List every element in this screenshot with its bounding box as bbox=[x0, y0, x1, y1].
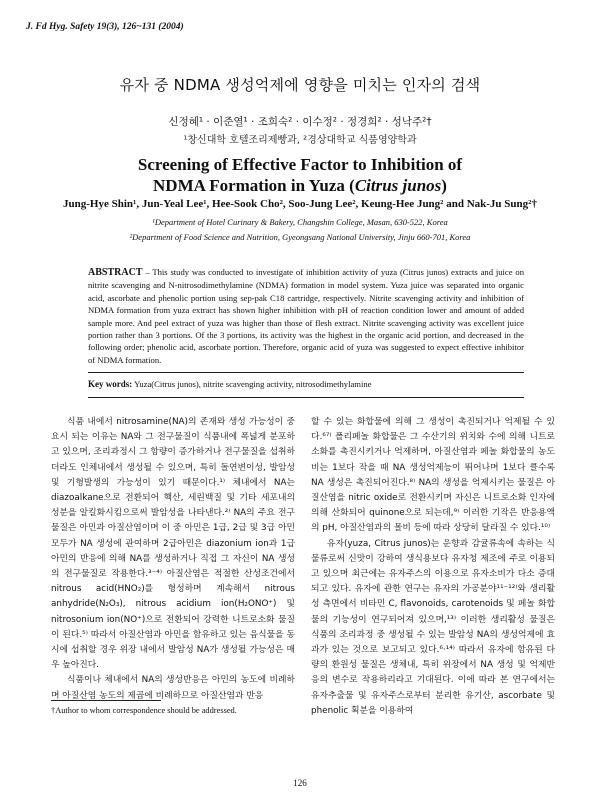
body-paragraph: 식품 내에서 nitrosamine(NA)의 존재와 생성 가능성이 중요시 되는 이유는 NA와 그 전구물질이 식품내에 폭넓게 분포하고 있으며, 조리과정시 그 함량이 증가하거나 전구물질을 섭취하더라도 인체내에서 생성될 수 있으며, 특히 돌연변이성, 발암성 및 기형발생의 가능성이 있기 때문이다.¹⁾ 체내에서 NA는 diazoalkane으로 전환되어 핵산, 세린백질 및 기타 세포내의 성분을 알킬화시킴으로써 발암성을 나타낸다.²⁾ NA의 주요 전구물질은 아민과 아질산염이며 이 중 아민은 1급, 2급 및 3급 아민 모두가 NA 생성에 관여하며 2급아민은 diazonium ion과 1급 아민의 반응에 의해 NA를 생성하거나 직접 그 자신이 NA 생성의 전구물질로 작용한다.³⁻⁴⁾ 아질산염은 적절한 산성조건에서 nitrous acid(HNO₂)를 형성하며 계속해서 nitrous anhydride(N₂O₃), nitrous acidium ion(H₂ONO⁺) 및 nitrosonium ion(NO⁺)으로 전환되어 강력한 니트로소화 물질이 된다.⁵⁾ 따라서 아질산염과 아민을 함유하고 있는 음식물을 동시에 섭취할 경우 위장 내에서 발암성 NA가 생성될 가능성은 매우 높아진다. bbox=[51, 417, 295, 671]
affiliation-2: ²Department of Food Science and Nutrition, Gyeongsang National University, Jinju 660-701, Korea bbox=[129, 232, 471, 242]
abstract-label: ABSTRACT bbox=[88, 267, 143, 278]
page-number: 126 bbox=[293, 778, 307, 788]
english-title-line2: NDMA Formation in Yuza (Citrus junos) bbox=[153, 176, 447, 195]
abstract bbox=[88, 266, 524, 366]
divider-bottom bbox=[88, 397, 524, 398]
body-right-column bbox=[311, 415, 555, 719]
english-title-line1: Screening of Effective Factor to Inhibition of bbox=[137, 155, 463, 174]
body-paragraph: 식품이나 체내에서 NA의 생성반응은 아민의 농도에 비례하며 아질산염 농도의 제곱에 비례하므로 아질산염과 반응 bbox=[51, 675, 295, 701]
body-left-column bbox=[51, 415, 295, 704]
body-paragraph: 유자(yuza, Citrus junos)는 운향과 감귤류속에 속하는 식물류로써 신맛이 강하여 생식용보다 유자청 제조에 주로 이용되고 있으며 최근에는 유자주스의 이용으로 유자소비가 다소 증대되고 있다. 유자에 관한 연구는 유자의 가공분야¹¹⁻¹²⁾와 생리활성 측면에서 비타민 C, flavonoids, carotenoids 및 페놀 화합물의 기능성이 연구되어져 있으며,¹³⁾ 이러한 생리활성 물질은 식품의 조리과정 중 생성될 수 있는 발암성 NA의 생성억제에 효과가 있는 것으로 보고되고 있다.⁶·¹⁴⁾ 따라서 유자에 함유된 다량의 환원성 물질은 생체내, 특히 위장에서 NA 생성 및 억제반응의 변수로 작용하리라고 기대된다. 이에 따라 본 연구에서는 유자추출물 및 유자주스로부터 분리한 유기산, ascorbate 및 phenolic 획분을 이용하여 bbox=[311, 538, 555, 716]
affiliation-1: ¹Department of Hotel Curinary & Bakery, Changshin College, Masan, 630-522, Korea bbox=[152, 217, 448, 227]
footnote: †Author to whom correspondence should be addressed. bbox=[51, 706, 237, 715]
english-title bbox=[0, 154, 600, 196]
footnote-rule bbox=[51, 700, 161, 701]
abstract-text: – This study was conducted to investigate of inhibition activity of yuza (Citrus junos) extracts and juice on nitrite scavenging and N-nitrosodimethylamine (NDMA) formation in model system. Yuza juice was separated into organic acid, ascorbate and phenolic portion using sep-pak C18 cartridge, respectively. Nitrite scavenging activity and inhibition of NDMA formation from yuza extract has shown higher inhibition with pH of reaction condition lower and amount of added sample more. And peel extract of yuza was higher than those of flesh extract. Nitrite scavenging activity was excellent juice portion rather than 3 portions. Of the 3 portions, its activity was the highest in the organic acid portion, and decreased in the following order; phenolic acid, ascorbate portion. Therefore, organic acid of yuza was suggested to expect effective inhibitor of NDMA formation. bbox=[88, 267, 524, 365]
divider-top bbox=[88, 372, 524, 373]
body-paragraph: 할 수 있는 화합물에 의해 그 생성이 촉진되거나 억제될 수 있다.⁶⁷⁾ 폴리페놀 화합물은 그 수산기의 위치와 수에 의해 니트로소화를 촉진시키거나 억제하며, 아질산염과 페놀 화합물의 농도비는 1보다 작을 때 NA 생성억제능이 뛰어나며 1보다 클수록 NA 생성은 촉진되어진다.⁸⁾ NA의 생성을 억제시키는 물질은 아질산염을 nitric oxide로 전환시키며 자신은 니트로소화 인자에 의해 산화되어 quinone으로 되는데,⁹⁾ 이러한 기작은 반응용액의 pH, 아질산염과의 몰비 등에 따라 상당히 달라질 수 있다.¹⁰⁾ bbox=[311, 417, 555, 534]
journal-header: J. Fd Hyg. Safety 19(3), 126~131 (2004) bbox=[26, 22, 184, 32]
korean-authors: 신정혜¹ · 이준열¹ · 조희숙² · 이수정² · 정경희² · 성낙주²† bbox=[168, 116, 432, 128]
korean-title: 유자 중 NDMA 생성억제에 영향을 미치는 인자의 검색 bbox=[119, 76, 481, 94]
keywords-label: Key words: bbox=[88, 379, 133, 389]
keywords-text: Yuza(Citrus junos), nitrite scavenging activity, nitrosodimethylamine bbox=[132, 379, 372, 389]
english-authors: Jung-Hye Shin¹, Jun-Yeal Lee¹, Hee-Sook Cho², Soo-Jung Lee², Keung-Hee Jung² and Nak-Ju Sung²† bbox=[63, 198, 537, 210]
keywords bbox=[88, 379, 524, 389]
korean-affiliations: ¹창신대학 호텔조리제빵과, ²경상대학교 식품영양학과 bbox=[183, 135, 417, 146]
